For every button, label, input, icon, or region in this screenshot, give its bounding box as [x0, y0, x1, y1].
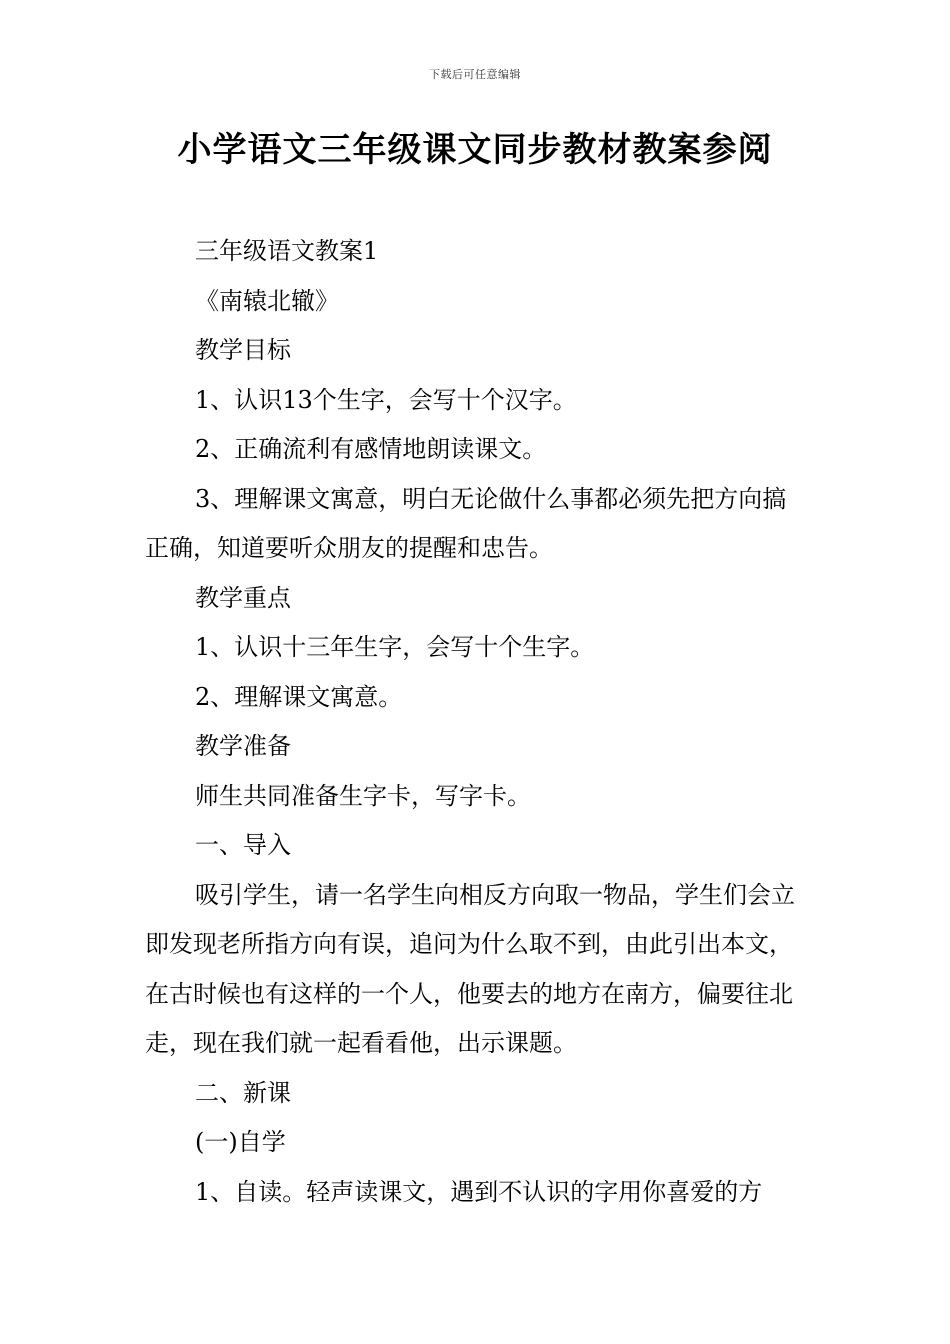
- paragraph-focus-1: 1、认识十三年生字，会写十个生字。: [195, 633, 595, 661]
- paragraph-focus-2: 2、理解课文寓意。: [195, 682, 403, 711]
- paragraph-goal-2: 2、正确流利有感情地朗读课文。: [195, 435, 547, 463]
- paragraph-intro-body: 吸引学生，请一名学生向相反方向取一物品，学生们会立即发现老所指方向有误，追问为什么取不到，由此引出本文，在古时候也有这样的一个人，他要去的地方在南方，偏要往北走，现在我们就一起看看他，出示课题。: [145, 880, 795, 1057]
- paragraph-section-preparation: 教学准备: [195, 732, 291, 760]
- header-note: 下载后可任意编辑: [429, 68, 521, 81]
- paragraph-section-new-lesson: 二、新课: [195, 1078, 291, 1107]
- paragraph-lesson-heading: 三年级语文教案1: [195, 237, 379, 265]
- paragraph-section-intro: 一、导入: [195, 831, 291, 859]
- paragraph-self-read: 1、自读。轻声读课文，遇到不认识的字用你喜爱的方: [195, 1177, 763, 1206]
- document-body: [145, 227, 810, 1217]
- paragraph-section-focus: 教学重点: [195, 583, 291, 612]
- paragraph-goal-3: 3、理解课文寓意，明白无论做什么事都必须先把方向搞正确，知道要听众朋友的提醒和忠告。: [145, 484, 787, 562]
- document-title: 小学语文三年级课文同步教材教案参阅: [177, 130, 773, 170]
- paragraph-self-study: (一)自学: [195, 1128, 286, 1156]
- paragraph-preparation: 师生共同准备生字卡，写字卡。: [195, 781, 531, 810]
- paragraph-text-title: 《南辕北辙》: [195, 286, 339, 315]
- paragraph-section-goals: 教学目标: [195, 336, 291, 364]
- paragraph-goal-1: 1、认识13个生字，会写十个汉字。: [195, 385, 577, 414]
